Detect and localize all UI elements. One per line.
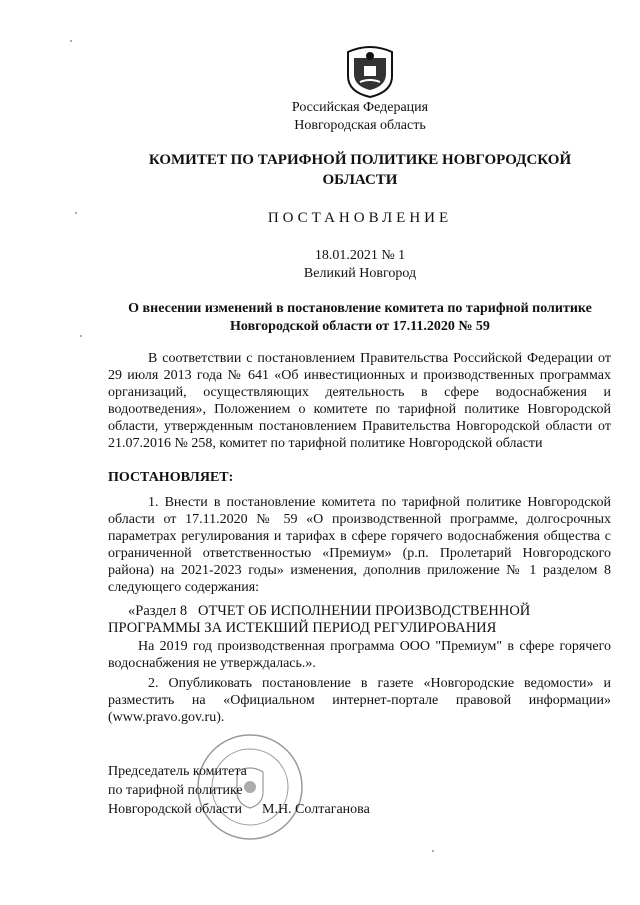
item-2-paragraph: 2. Опубликовать постановление в газете «Новгородские ведомости» и разместить на «Официальном интернет-портале правовой информации» (www.pravo.gov.ru). (108, 676, 611, 725)
city: Великий Новгород (303, 266, 417, 281)
country-name: Российская Федерация (291, 100, 429, 115)
coat-of-arms-icon (340, 42, 400, 98)
document-subject: О внесении изменений в постановление комитета по тарифной политике Новгородской области от 17.11.2020 № 59 (128, 301, 592, 334)
item-1-paragraph: 1. Внести в постановление комитета по тарифной политике Новгородской области от 17.11.2020 № 59 «О производственной программе, долгосрочных параметрах регулирования и тарифах в сфере горячего водоснабжения общества с ограниченной ответственностью «Премиум» (р.п. Пролетарий Новгородского района) на 2021-2023 годы» изменения, дополнив приложение № 1 разделом 8 следующего содержания: (108, 495, 611, 595)
section-8-heading-line1: «Раздел 8 ОТЧЕТ ОБ ИСПОЛНЕНИИ ПРОИЗВОДСТВЕННОЙ (128, 603, 531, 619)
signatory-title-line1: Председатель комитета (108, 764, 247, 779)
signatory-name: М.Н. Солтаганова (262, 802, 370, 817)
scan-mark (80, 335, 82, 337)
section-8-heading-line2: ПРОГРАММЫ ЗА ИСТЕКШИЙ ПЕРИОД РЕГУЛИРОВАНИЯ (108, 620, 497, 636)
committee-title: КОМИТЕТ ПО ТАРИФНОЙ ПОЛИТИКЕ НОВГОРОДСКОЙ ОБЛАСТИ (148, 152, 572, 188)
resolves-heading: ПОСТАНОВЛЯЕТ: (108, 470, 234, 485)
signatory-title-line3: Новгородской области (108, 802, 242, 817)
date-number: 18.01.2021 № 1 (314, 248, 406, 263)
region-name: Новгородская область (294, 118, 426, 133)
preamble-paragraph: В соответствии с постановлением Правительства Российской Федерации от 29 июля 2013 года № 641 «Об инвестиционных и производственных программах организаций, осуществляющих деятельность в сфере водоснабжения и водоотведения», Положением о комитете по тарифной политике Новгородской области, утвержденным постановлением Правительства Новгородской области от 21.07.2016 № 258, комитет по тарифной политике Новгородской области (108, 351, 611, 451)
section-8-text: На 2019 год производственная программа ООО "Премиум" в сфере горячего водоснабжения не утверждалась.». (108, 639, 611, 671)
document-type: ПОСТАНОВЛЕНИЕ (267, 210, 453, 226)
scan-mark (70, 40, 72, 42)
signatory-title-line2: по тарифной политике (108, 783, 243, 798)
scan-mark (432, 850, 434, 852)
scan-mark (75, 212, 77, 214)
